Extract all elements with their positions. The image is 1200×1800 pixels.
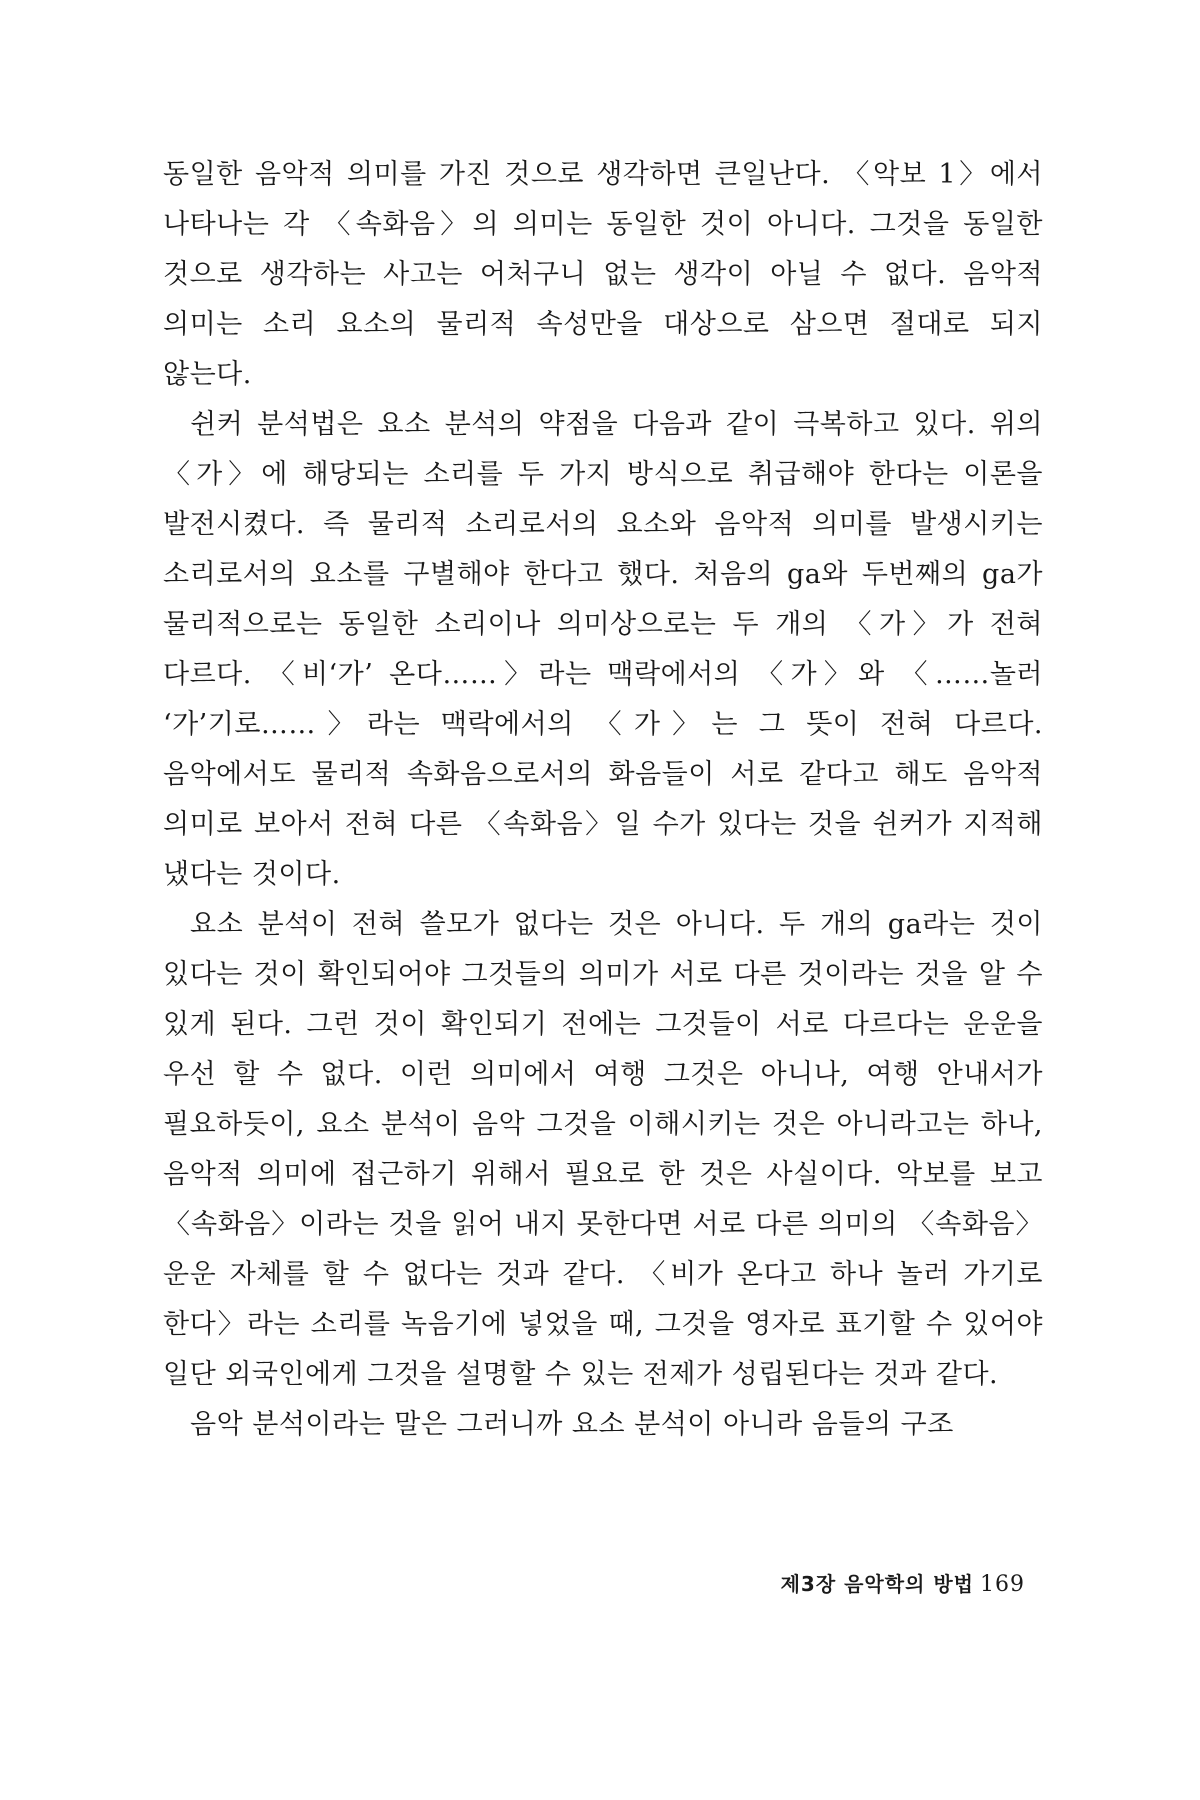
page-footer	[781, 1568, 1025, 1597]
page-number: 169	[980, 1572, 1025, 1597]
body-text	[163, 150, 1043, 1450]
paragraph-3: 요소 분석이 전혀 쓸모가 없다는 것은 아니다. 두 개의 ga라는 것이 있다는 것이 확인되어야 그것들의 의미가 서로 다른 것이라는 것을 알 수 있게 된다. 그런 것이 확인되기 전에는 그것들이 서로 다르다는 운운을 우선 할 수 없다. 이런 의미에서 여행 그것은 아니나, 여행 안내서가 필요하듯이, 요소 분석이 음악 그것을 이해시키는 것은 아니라고는 하나, 음악적 의미에 접근하기 위해서 필요로 한 것은 사실이다. 악보를 보고 〈속화음〉이라는 것을 읽어 내지 못한다면 서로 다른 의미의 〈속화음〉 운운 자체를 할 수 없다는 것과 같다. 〈비가 온다고 하나 놀러 가기로 한다〉라는 소리를 녹음기에 넣었을 때, 그것을 영자로 표기할 수 있어야 일단 외국인에게 그것을 설명할 수 있는 전제가 성립된다는 것과 같다.	[163, 909, 1043, 1390]
paragraph-2: 쉰커 분석법은 요소 분석의 약점을 다음과 같이 극복하고 있다. 위의 〈가〉에 해당되는 소리를 두 가지 방식으로 취급해야 한다는 이론을 발전시켰다. 즉 물리적 소리로서의 요소와 음악적 의미를 발생시키는 소리로서의 요소를 구별해야 한다고 했다. 처음의 ga와 두번째의 ga가 물리적으로는 동일한 소리이나 의미상으로는 두 개의 〈가〉가 전혀 다르다. 〈비‘가’ 온다……〉라는 맥락에서의 〈가〉와 〈……놀러 ‘가’기로……〉라는 맥락에서의 〈가〉는 그 뜻이 전혀 다르다. 음악에서도 물리적 속화음으로서의 화음들이 서로 같다고 해도 음악적 의미로 보아서 전혀 다른 〈속화음〉일 수가 있다는 것을 쉰커가 지적해 냈다는 것이다.	[163, 409, 1043, 890]
paragraph-1: 동일한 음악적 의미를 가진 것으로 생각하면 큰일난다. 〈악보 1〉에서 나타나는 각 〈속화음〉의 의미는 동일한 것이 아니다. 그것을 동일한 것으로 생각하는 사고는 어처구니 없는 생각이 아닐 수 없다. 음악적 의미는 소리 요소의 물리적 속성만을 대상으로 삼으면 절대로 되지 않는다.	[163, 159, 1043, 390]
chapter-title: 제3장 음악학의 방법	[780, 1572, 974, 1596]
paragraph-4: 음악 분석이라는 말은 그러니까 요소 분석이 아니라 음들의 구조	[190, 1409, 954, 1440]
